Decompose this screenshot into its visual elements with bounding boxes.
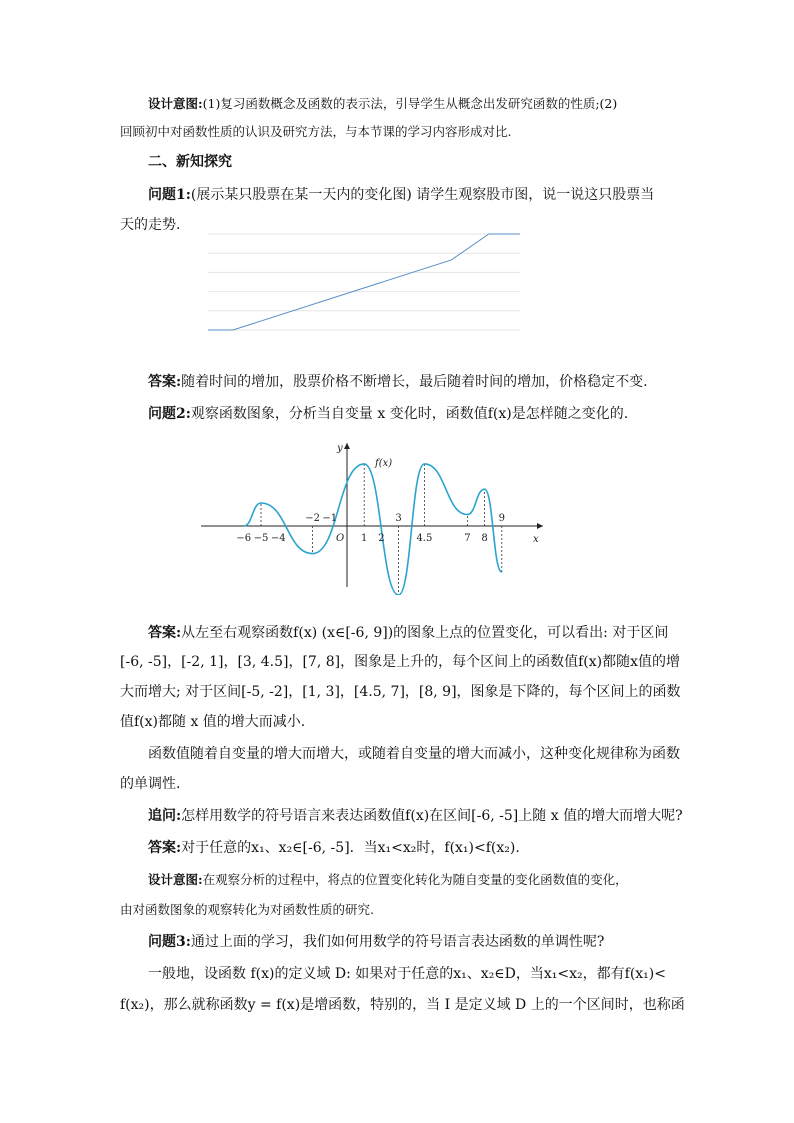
tick-label: −4 <box>270 533 286 544</box>
answer-label: 答案: <box>148 840 182 856</box>
answer-text: 从左至右观察函数f(x) (x∈[-6, 9])的图象上点的位置变化，可以看出: 对于区间 <box>181 625 669 641</box>
design-intent-text: (1)复习函数概念及函数的表示法，引导学生从概念出发研究函数的性质;(2) <box>202 96 618 111</box>
tick-label: 4.5 <box>416 533 433 544</box>
tick-label: −2 <box>305 513 320 524</box>
stock-chart <box>205 228 525 338</box>
question-text: (展示某只股票在某一天内的变化图) 请学生观察股市图，说一说这只股票当 <box>190 187 655 203</box>
question-label: 问题3: <box>148 934 191 950</box>
question-text: 观察函数图象，分析当自变量 x 变化时，函数值f(x)是怎样随之变化的. <box>190 406 629 422</box>
answer-label: 答案: <box>148 625 182 641</box>
answer-1 <box>148 372 708 392</box>
answer-label: 答案: <box>148 374 182 390</box>
question-text: 天的走势. <box>120 217 181 233</box>
stock-chart-grid <box>208 234 520 330</box>
answer-text: 随着时间的增加，股票价格不断增长，最后随着时间的增加，价格稳定不变. <box>181 374 648 390</box>
stock-price-line <box>208 234 520 330</box>
tick-label: −1 <box>322 513 338 524</box>
follow-up-text: 怎样用数学的符号语言来表达函数值f(x)在区间[-6, -5]上随 x 值的增大而增大呢? <box>181 808 683 824</box>
answer-text: [-6, -5]，[-2, 1]，[3, 4.5]，[7, 8]，图象是上升的，每个区间上的函数值f(x)都随x值的增 <box>120 654 680 670</box>
tick-label: −5 <box>253 533 269 544</box>
tick-label: 8 <box>481 533 488 544</box>
tick-label: 2 <box>378 533 385 544</box>
tick-label: 1 <box>361 533 368 544</box>
origin-label: O <box>336 533 345 544</box>
tick-label: 7 <box>464 533 471 544</box>
section-title: 二、新知探究 <box>148 154 232 170</box>
function-chart <box>195 435 555 595</box>
y-axis-label: y <box>337 443 343 454</box>
tick-labels <box>236 513 505 544</box>
question-3 <box>148 932 708 952</box>
function-curve <box>244 464 502 595</box>
curve-label: f(x) <box>375 458 393 469</box>
question-2 <box>148 404 708 424</box>
question-label: 问题2: <box>148 406 191 422</box>
question-text: 通过上面的学习，我们如何用数学的符号语言表达函数的单调性呢? <box>190 934 605 950</box>
tick-label: 9 <box>498 513 505 524</box>
tick-label: −6 <box>236 533 252 544</box>
design-intent-text: 回顾初中对函数性质的认识及研究方法，与本节课的学习内容形成对比. <box>120 124 512 139</box>
answer-text: 对于任意的x₁、x₂∈[-6, -5]．当x₁<x₂时，f(x₁)<f(x₂). <box>181 840 520 856</box>
design-intent-text: 在观察分析的过程中，将点的位置变化转化为随自变量的变化函数值的变化， <box>202 872 628 887</box>
question-label: 问题1: <box>148 187 191 203</box>
follow-up-question <box>148 806 708 826</box>
x-axis-label: x <box>533 534 539 545</box>
answer-text: 大而增大; 对于区间[-5, -2]，[1, 3]，[4.5, 7]，[8, 9]，图象是下降的，每个区间上的函数 <box>120 684 681 700</box>
follow-up-label: 追问: <box>148 808 182 824</box>
design-intent-text: 由对函数图象的观察转化为对函数性质的研究. <box>120 902 374 917</box>
design-intent-label: 设计意图: <box>148 872 203 887</box>
tick-label: 3 <box>395 513 402 524</box>
answer-3 <box>148 838 708 858</box>
answer-text: 值f(x)都随 x 值的增大而减小. <box>120 714 306 730</box>
design-intent-label: 设计意图: <box>148 96 203 111</box>
